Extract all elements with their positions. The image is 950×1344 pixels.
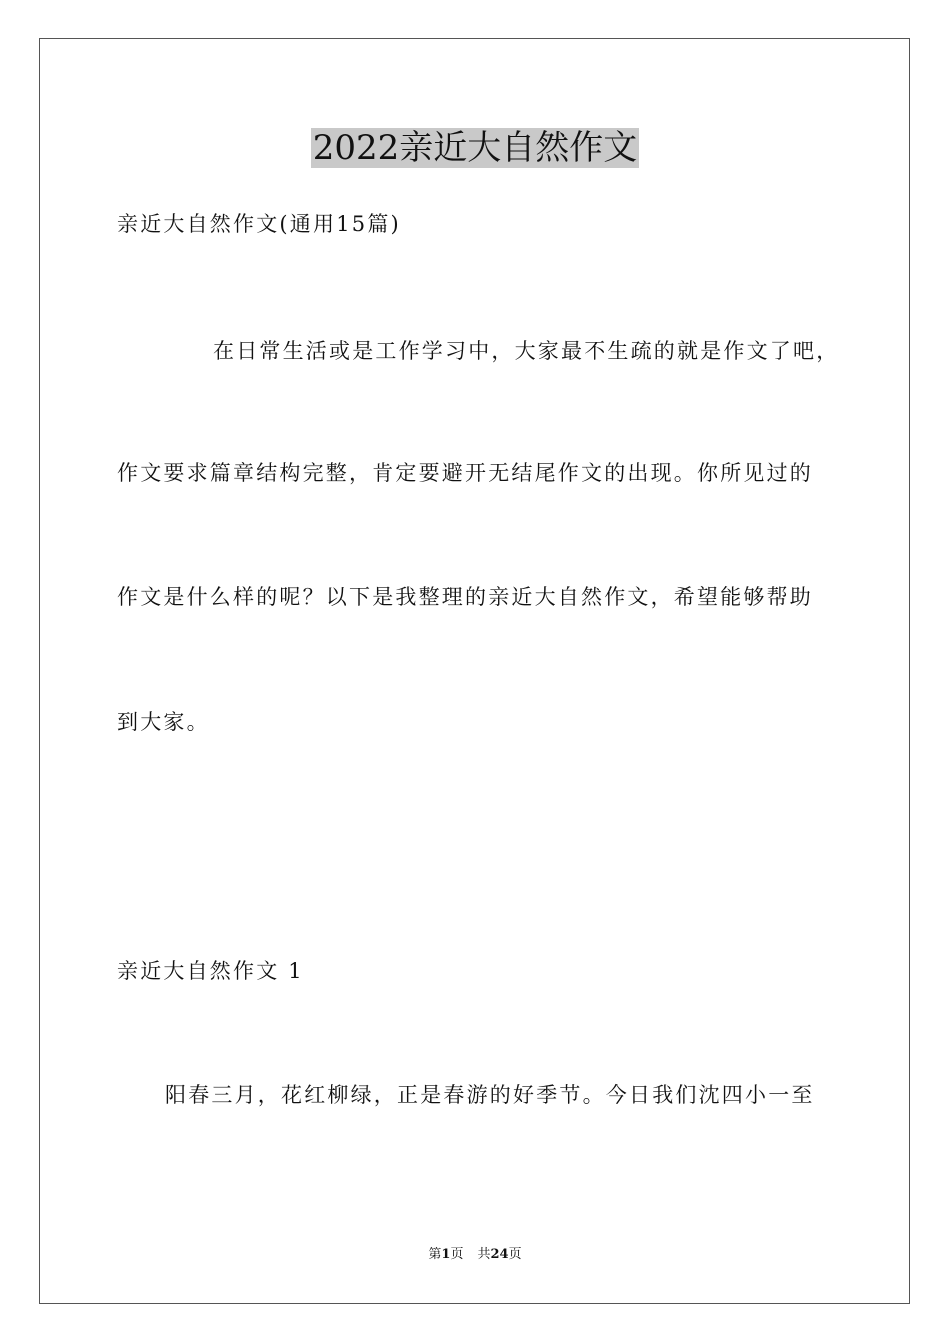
- page-footer: [0, 1246, 950, 1264]
- document-subtitle: 亲近大自然作文(通用15篇): [117, 212, 401, 236]
- footer-total-prefix: 共: [477, 1247, 491, 1262]
- footer-page-suffix: 页: [450, 1247, 464, 1262]
- intro-line-4: 到大家。: [117, 710, 210, 734]
- document-title-text: 2022亲近大自然作文: [312, 128, 638, 168]
- intro-line-3: 作文是什么样的呢？以下是我整理的亲近大自然作文，希望能够帮助: [117, 585, 813, 609]
- section-heading: 亲近大自然作文 1: [117, 959, 304, 983]
- footer-page-prefix: 第: [428, 1247, 442, 1262]
- section-line-1: 阳春三月，花红柳绿，正是春游的好季节。今日我们沈四小一至: [165, 1083, 815, 1107]
- intro-line-2: 作文要求篇章结构完整，肯定要避开无结尾作文的出现。你所见过的: [117, 461, 813, 485]
- footer-total-suffix: 页: [508, 1247, 522, 1262]
- footer-page-total: 24: [490, 1247, 509, 1262]
- document-title: [0, 126, 950, 170]
- footer-page-current: 1: [441, 1247, 451, 1262]
- intro-line-1: 在日常生活或是工作学习中，大家最不生疏的就是作文了吧，: [213, 339, 840, 363]
